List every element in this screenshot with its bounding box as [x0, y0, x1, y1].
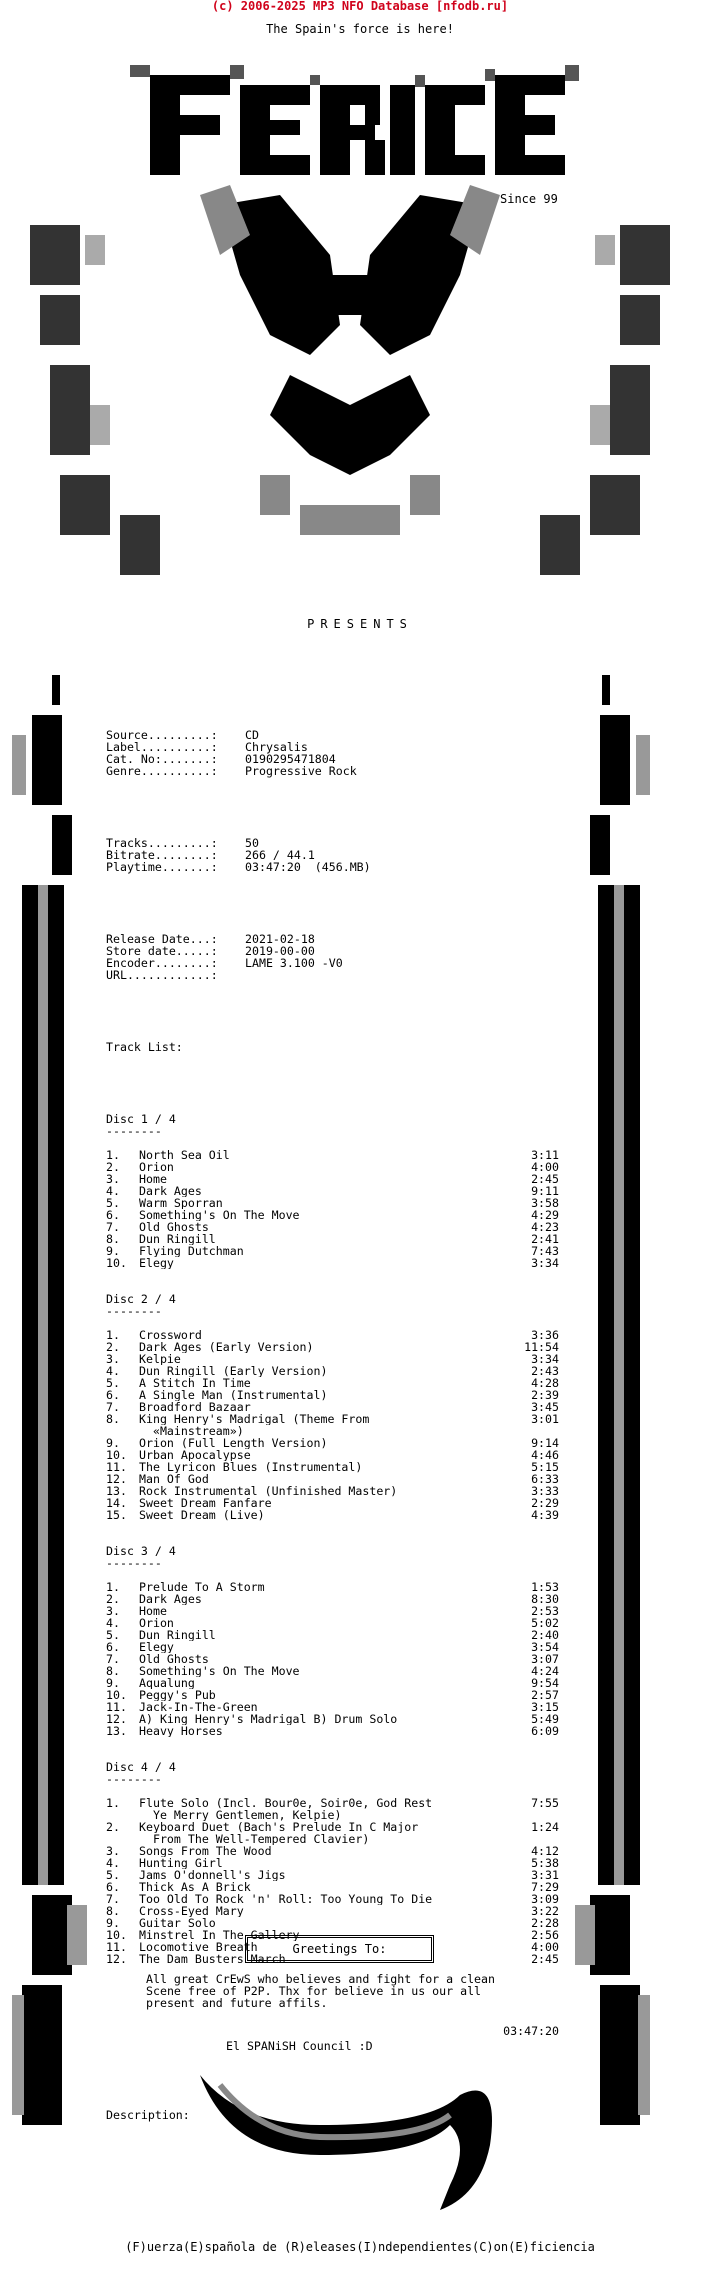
track-title: Broadford Bazaar [139, 1401, 251, 1413]
track-row [106, 1641, 566, 1653]
release-info [106, 729, 566, 777]
track-duration: 3:31 [531, 1868, 559, 1882]
track-duration: 4:39 [531, 1508, 559, 1522]
track-number: 1. [106, 1148, 120, 1162]
track-duration: 3:45 [531, 1400, 559, 1414]
track-row [106, 1725, 566, 1737]
track-duration: 2:41 [531, 1232, 559, 1246]
track-title: King Henry's Madrigal (Theme From [139, 1413, 370, 1425]
tagline: The Spain's force is here! [266, 22, 454, 36]
track-number: 2. [106, 1340, 120, 1354]
track-number: 5. [106, 1196, 120, 1210]
track-duration: 2:29 [531, 1496, 559, 1510]
track-row [106, 1221, 566, 1233]
track-title: Songs From The Wood [139, 1845, 272, 1857]
disc-title: Disc 3 / 4 [106, 1544, 176, 1558]
track-number: 2. [106, 1160, 120, 1174]
track-duration: 2:56 [531, 1928, 559, 1942]
council-signature: El SPANiSH Council :D [226, 2039, 373, 2053]
track-row [106, 1257, 566, 1269]
track-duration: 9:14 [531, 1436, 559, 1450]
track-duration: 4:24 [531, 1664, 559, 1678]
track-title: Old Ghosts [139, 1221, 209, 1233]
disc-underline: -------- [106, 1304, 162, 1318]
track-row [106, 1797, 566, 1809]
track-duration: 4:28 [531, 1376, 559, 1390]
track-number: 5. [106, 1376, 120, 1390]
track-duration: 2:57 [531, 1688, 559, 1702]
info-value: 03:47:20 (456.MB) [245, 860, 371, 874]
info-label: Label..........: [106, 740, 218, 754]
track-duration: 1:24 [531, 1820, 559, 1834]
track-duration: 3:09 [531, 1892, 559, 1906]
track-title: Peggy's Pub [139, 1689, 216, 1701]
nfo-body [106, 705, 566, 2133]
info-label: Store date.....: [106, 944, 218, 958]
track-duration: 5:49 [531, 1712, 559, 1726]
track-title: Crossword [139, 1329, 202, 1341]
info-label: Cat. No:.......: [106, 752, 218, 766]
track-row [106, 1413, 566, 1425]
date-info [106, 933, 566, 981]
track-duration: 3:01 [531, 1412, 559, 1426]
track-number: 1. [106, 1796, 120, 1810]
info-value: LAME 3.100 -V0 [245, 956, 343, 970]
track-title: Ye Merry Gentlemen, Kelpie) [139, 1809, 342, 1821]
track-duration: 3:11 [531, 1148, 559, 1162]
track-duration: 2:39 [531, 1388, 559, 1402]
track-duration: 5:02 [531, 1616, 559, 1630]
track-title: Dun Ringill (Early Version) [139, 1365, 328, 1377]
track-row [106, 1593, 566, 1605]
track-row [106, 1581, 566, 1593]
track-duration: 6:09 [531, 1724, 559, 1738]
track-duration: 3:34 [531, 1256, 559, 1270]
track-title: The Dam Busters March [139, 1953, 286, 1965]
track-row [106, 1461, 566, 1473]
track-title: Aqualung [139, 1677, 195, 1689]
track-row [106, 1353, 566, 1365]
track-duration: 3:07 [531, 1652, 559, 1666]
track-title: A Stitch In Time [139, 1377, 251, 1389]
track-row [106, 1869, 566, 1881]
track-duration: 6:33 [531, 1472, 559, 1486]
track-title: A) King Henry's Madrigal B) Drum Solo [139, 1713, 398, 1725]
info-label: URL............: [106, 968, 218, 982]
track-title: Flute Solo (Incl. Bour0e, Soir0e, God Rest [139, 1797, 433, 1809]
track-title: From The Well-Tempered Clavier) [139, 1833, 370, 1845]
track-duration: 5:38 [531, 1856, 559, 1870]
track-duration: 3:54 [531, 1640, 559, 1654]
track-number: 9. [106, 1244, 120, 1258]
track-row [106, 1485, 566, 1497]
track-number: 7. [106, 1400, 120, 1414]
track-number: 1. [106, 1328, 120, 1342]
track-row [106, 1377, 566, 1389]
track-row [106, 1449, 566, 1461]
track-title: Home [139, 1173, 167, 1185]
track-title: «Mainstream») [139, 1425, 244, 1437]
track-title: Elegy [139, 1257, 174, 1269]
track-title: Hunting Girl [139, 1857, 223, 1869]
track-title: Old Ghosts [139, 1653, 209, 1665]
track-title: Thick As A Brick [139, 1881, 251, 1893]
disc-underline: -------- [106, 1772, 162, 1786]
track-title: Keyboard Duet (Bach's Prelude In C Major [139, 1821, 419, 1833]
track-row [106, 1845, 566, 1857]
track-duration: 5:15 [531, 1460, 559, 1474]
track-title: Flying Dutchman [139, 1245, 244, 1257]
info-label: Source.........: [106, 728, 218, 742]
track-row [106, 1605, 566, 1617]
info-label: Release Date...: [106, 932, 218, 946]
track-duration: 3:34 [531, 1352, 559, 1366]
track-number: 10. [106, 1256, 127, 1270]
track-title: Rock Instrumental (Unfinished Master) [139, 1485, 398, 1497]
track-title: Dark Ages [139, 1593, 202, 1605]
info-value: 50 [245, 836, 259, 850]
track-row [106, 1401, 566, 1413]
track-number: 4. [106, 1364, 120, 1378]
disc-underline: -------- [106, 1556, 162, 1570]
track-duration: 7:29 [531, 1880, 559, 1894]
track-row [106, 1209, 566, 1221]
track-duration: 4:23 [531, 1220, 559, 1234]
track-row [106, 1653, 566, 1665]
track-title: Guitar Solo [139, 1917, 216, 1929]
track-row [106, 1881, 566, 1893]
track-title: Minstrel In The Gallery [139, 1929, 300, 1941]
track-number: 4. [106, 1856, 120, 1870]
track-title: Orion [139, 1161, 174, 1173]
track-row [106, 1629, 566, 1641]
audio-info [106, 837, 566, 873]
track-number: 3. [106, 1844, 120, 1858]
track-duration: 3:33 [531, 1484, 559, 1498]
track-duration: 2:40 [531, 1628, 559, 1642]
track-row [106, 1905, 566, 1917]
track-row [106, 1473, 566, 1485]
track-title: Kelpie [139, 1353, 181, 1365]
track-duration: 4:00 [531, 1160, 559, 1174]
track-number: 1. [106, 1580, 120, 1594]
info-value: 266 / 44.1 [245, 848, 315, 862]
track-number: 7. [106, 1892, 120, 1906]
track-title: Dun Ringill [139, 1233, 216, 1245]
disc-underline: -------- [106, 1124, 162, 1138]
info-row [106, 969, 566, 981]
info-value: Progressive Rock [245, 764, 357, 778]
info-value: 2019-00-00 [245, 944, 315, 958]
track-row [106, 1341, 566, 1353]
track-number: 9. [106, 1676, 120, 1690]
track-title: Jams O'donnell's Jigs [139, 1869, 286, 1881]
track-title: Locomotive Breath [139, 1941, 258, 1953]
track-number: 11. [106, 1940, 127, 1954]
track-title: Dun Ringill [139, 1629, 216, 1641]
track-title: Urban Apocalypse [139, 1449, 251, 1461]
track-number: 9. [106, 1436, 120, 1450]
track-duration: 3:58 [531, 1196, 559, 1210]
since-label: Since 99 [500, 192, 558, 206]
track-title: Dark Ages [139, 1185, 202, 1197]
track-row [106, 1329, 566, 1341]
track-title: Elegy [139, 1641, 174, 1653]
track-duration: 3:22 [531, 1904, 559, 1918]
track-number: 3. [106, 1172, 120, 1186]
info-label: Encoder........: [106, 956, 218, 970]
disc-title: Disc 1 / 4 [106, 1112, 176, 1126]
track-row [106, 1917, 566, 1929]
track-number: 3. [106, 1604, 120, 1618]
track-number: 12. [106, 1952, 127, 1966]
track-duration: 4:46 [531, 1448, 559, 1462]
total-time: 03:47:20 [503, 2024, 559, 2038]
track-title: Something's On The Move [139, 1209, 300, 1221]
track-title: Jack-In-The-Green [139, 1701, 258, 1713]
track-duration: 1:53 [531, 1580, 559, 1594]
track-row [106, 1185, 566, 1197]
track-number: 4. [106, 1616, 120, 1630]
tracklist [106, 1113, 566, 1965]
track-title: Man Of God [139, 1473, 209, 1485]
track-duration: 8:30 [531, 1592, 559, 1606]
track-number: 10. [106, 1928, 127, 1942]
track-row [106, 1893, 566, 1905]
track-row [106, 1617, 566, 1629]
track-title: A Single Man (Instrumental) [139, 1389, 328, 1401]
description-label: Description: [106, 2108, 190, 2122]
tail-art [200, 2065, 520, 2215]
track-number: 13. [106, 1724, 127, 1738]
track-number: 12. [106, 1472, 127, 1486]
info-row [106, 765, 566, 777]
track-title: Heavy Horses [139, 1725, 223, 1737]
site-credit: (c) 2006-2025 MP3 NFO Database [nfodb.ru] [211, 0, 509, 13]
track-number: 11. [106, 1460, 127, 1474]
track-title: Sweet Dream (Live) [139, 1509, 265, 1521]
track-row [106, 1245, 566, 1257]
info-label: Genre..........: [106, 764, 218, 778]
track-duration: 9:54 [531, 1676, 559, 1690]
info-row [106, 861, 566, 873]
track-row [106, 1197, 566, 1209]
info-value: 0190295471804 [245, 752, 336, 766]
disc-title: Disc 4 / 4 [106, 1760, 176, 1774]
track-number: 14. [106, 1496, 127, 1510]
track-number: 11. [106, 1700, 127, 1714]
track-row [106, 1509, 566, 1521]
track-number: 10. [106, 1688, 127, 1702]
track-row [106, 1701, 566, 1713]
track-duration: 2:53 [531, 1604, 559, 1618]
track-number: 6. [106, 1208, 120, 1222]
track-title: Home [139, 1605, 167, 1617]
track-number: 4. [106, 1184, 120, 1198]
track-number: 15. [106, 1508, 127, 1522]
track-row [106, 1857, 566, 1869]
track-row [106, 1677, 566, 1689]
track-row [106, 1809, 566, 1821]
track-number: 8. [106, 1664, 120, 1678]
track-duration: 2:45 [531, 1172, 559, 1186]
track-row [106, 1689, 566, 1701]
info-value: CD [245, 728, 259, 742]
track-row [106, 1833, 566, 1845]
track-title: Warm Sporran [139, 1197, 223, 1209]
track-row [106, 1389, 566, 1401]
track-row [106, 1365, 566, 1377]
footer-acronym: (F)uerza(E)spañola de (R)eleases(I)ndependientes(C)on(E)ficiencia [125, 2240, 595, 2254]
track-duration: 7:43 [531, 1244, 559, 1258]
track-title: The Lyricon Blues (Instrumental) [139, 1461, 363, 1473]
disc-title: Disc 2 / 4 [106, 1292, 176, 1306]
track-title: Sweet Dream Fanfare [139, 1497, 272, 1509]
track-duration: 4:00 [531, 1940, 559, 1954]
track-number: 7. [106, 1652, 120, 1666]
info-label: Playtime.......: [106, 860, 218, 874]
track-number: 6. [106, 1640, 120, 1654]
left-border-art [12, 675, 92, 2135]
track-number: 6. [106, 1388, 120, 1402]
track-title: Orion (Full Length Version) [139, 1437, 328, 1449]
presents-label: PRESENTS [307, 617, 413, 631]
info-value: 2021-02-18 [245, 932, 315, 946]
track-row [106, 1437, 566, 1449]
track-title: Something's On The Move [139, 1665, 300, 1677]
track-duration: 7:55 [531, 1796, 559, 1810]
track-number: 8. [106, 1412, 120, 1426]
info-value [245, 969, 566, 981]
track-title: Orion [139, 1617, 174, 1629]
track-title: Dark Ages (Early Version) [139, 1341, 314, 1353]
track-number: 3. [106, 1352, 120, 1366]
track-row [106, 1713, 566, 1725]
track-number: 9. [106, 1916, 120, 1930]
track-number: 13. [106, 1484, 127, 1498]
track-number: 10. [106, 1448, 127, 1462]
track-duration: 2:43 [531, 1364, 559, 1378]
greetings-text: All great CrEwS who believes and fight for a clean Scene free of P2P. Thx for believe in us our all present and future affils. [146, 1972, 496, 2010]
track-row [106, 1173, 566, 1185]
track-title: Cross-Eyed Mary [139, 1905, 244, 1917]
track-row [106, 1161, 566, 1173]
track-duration: 2:28 [531, 1916, 559, 1930]
track-title: North Sea Oil [139, 1149, 230, 1161]
track-number: 8. [106, 1904, 120, 1918]
right-border-art [570, 675, 650, 2135]
info-label: Tracks.........: [106, 836, 218, 850]
track-row [106, 1425, 566, 1437]
track-number: 12. [106, 1712, 127, 1726]
tracklist-label: Track List: [106, 1040, 183, 1054]
track-title: Prelude To A Storm [139, 1581, 265, 1593]
track-duration: 3:36 [531, 1328, 559, 1342]
greetings-title: Greetings To: [245, 1935, 434, 1963]
ferice-logo [30, 55, 670, 605]
track-number: 2. [106, 1592, 120, 1606]
track-row [106, 1149, 566, 1161]
track-number: 6. [106, 1880, 120, 1894]
track-number: 2. [106, 1820, 120, 1834]
track-row [106, 1233, 566, 1245]
info-value: Chrysalis [245, 740, 308, 754]
track-number: 7. [106, 1220, 120, 1234]
track-title: Too Old To Rock 'n' Roll: Too Young To Die [139, 1893, 433, 1905]
track-duration: 4:12 [531, 1844, 559, 1858]
info-label: Bitrate........: [106, 848, 218, 862]
track-duration: 11:54 [524, 1340, 559, 1354]
track-number: 8. [106, 1232, 120, 1246]
track-number: 5. [106, 1628, 120, 1642]
track-duration: 3:15 [531, 1700, 559, 1714]
track-number: 5. [106, 1868, 120, 1882]
track-duration: 9:11 [531, 1184, 559, 1198]
track-duration: 2:45 [531, 1952, 559, 1966]
track-row [106, 1665, 566, 1677]
track-duration: 4:29 [531, 1208, 559, 1222]
track-row [106, 1821, 566, 1833]
track-row [106, 1497, 566, 1509]
